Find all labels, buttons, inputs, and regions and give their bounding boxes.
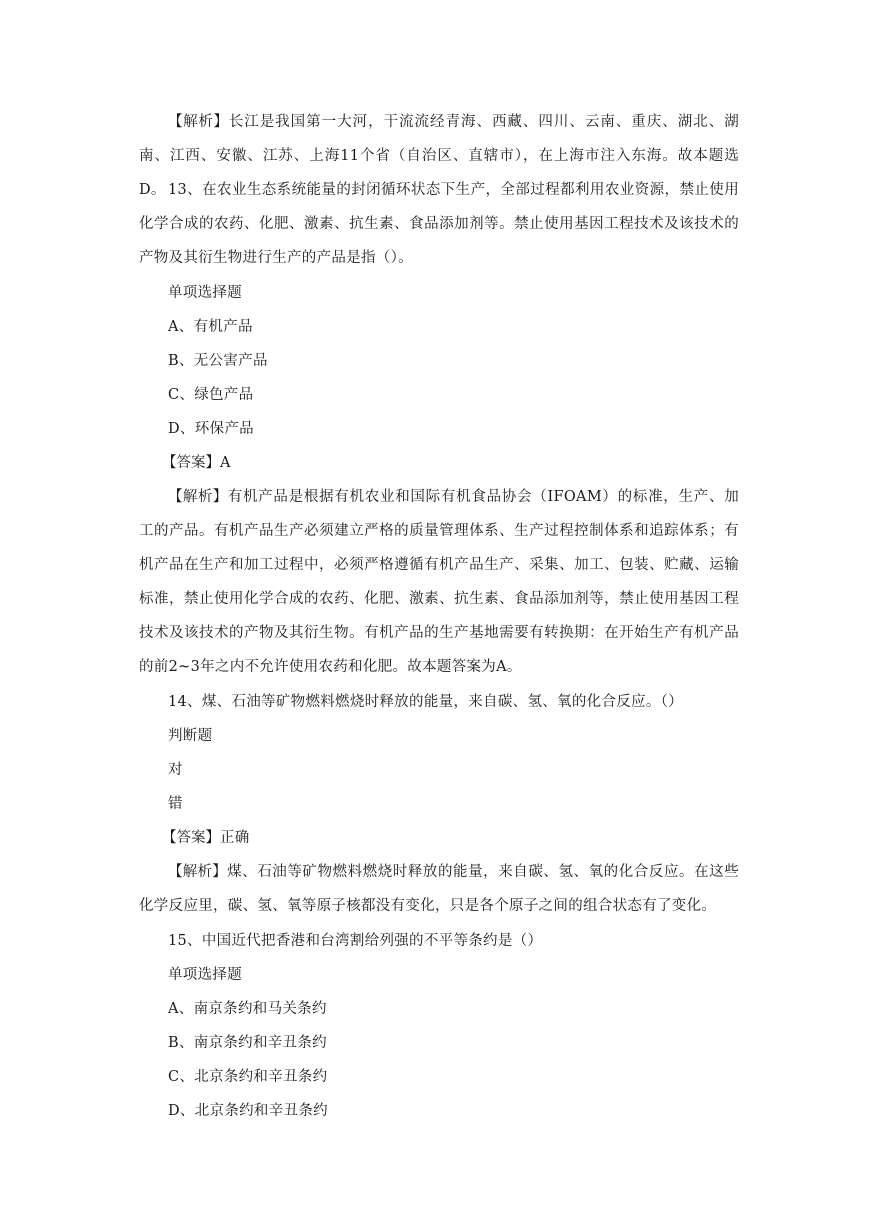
analysis-label: 【解析】 <box>168 114 229 130</box>
analysis-text: 有机产品是根据有机农业和国际有机食品协会（IFOAM）的标准，生产、加工的产品。有机产品生产必须建立严格的质量管理体系、生产过程控制体系和追踪体系；有机产品在生产和加工过程中，必须严格遵循有机产品生产、采集、加工、包装、贮藏、运输标准，禁止使用化学合成的农药、化肥、激素、抗生素、食品添加剂等，禁止使用基因工程技术及该技术的产物及其衍生物。有机产品的生产基地需要有转换期：在开始生产有机产品的前2~3年之内不允许使用农药和化肥。故本题答案为A。 <box>139 489 740 675</box>
q14-type: 判断题 <box>168 728 213 744</box>
answer-value: 正确 <box>220 830 250 846</box>
q13-option-d: D、环保产品 <box>168 421 254 437</box>
q15-option-b: B、南京条约和辛丑条约 <box>168 1035 327 1051</box>
q13-option-c: C、绿色产品 <box>168 387 254 403</box>
q13-answer <box>162 446 231 480</box>
q14-analysis <box>139 855 739 923</box>
q13-type: 单项选择题 <box>168 285 242 301</box>
analysis-text: 长江是我国第一大河，干流流经青海、西藏、四川、云南、重庆、湖北、湖南、江西、安徽、江苏、上海11个省（自治区、直辖市），在上海市注入东海。故本题选D。 <box>139 114 739 198</box>
q14-answer <box>162 821 250 855</box>
answer-value: A <box>220 455 231 471</box>
q15-option-c: C、北京条约和辛丑条约 <box>168 1069 328 1085</box>
q15-option-a: A、南京条约和马关条约 <box>168 1001 327 1017</box>
q14-question: 14、煤、石油等矿物燃料燃烧时释放的能量，来自碳、氢、氧的化合反应。（） <box>168 694 683 710</box>
q13-option-b: B、无公害产品 <box>168 353 268 369</box>
q15-option-d: D、北京条约和辛丑条约 <box>168 1103 328 1119</box>
answer-label: 【答案】 <box>162 455 220 471</box>
q15-question: 15、中国近代把香港和台湾割给列强的不平等条约是（） <box>168 933 543 949</box>
q14-option-false: 错 <box>168 796 183 812</box>
q15-type: 单项选择题 <box>168 967 242 983</box>
analysis-label: 【解析】 <box>168 864 228 880</box>
answer-label: 【答案】 <box>162 830 220 846</box>
q13-option-a: A、有机产品 <box>168 319 253 335</box>
analysis-label: 【解析】 <box>168 489 228 505</box>
q13-analysis <box>139 480 739 684</box>
analysis-text: 煤、石油等矿物燃料燃烧时释放的能量，来自碳、氢、氧的化合反应。在这些化学反应里，碳、氢、氧等原子核都没有变化，只是各个原子之间的组合状态有了变化。 <box>139 864 739 914</box>
q13-question: 13、在农业生态系统能量的封闭循环状态下生产，全部过程都利用农业资源，禁止使用化学合成的农药、化肥、激素、抗生素、食品添加剂等。禁止使用基因工程技术及该技术的产物及其衍生物进行生产的产品是指（）。 <box>139 182 739 266</box>
q14-option-true: 对 <box>168 762 183 778</box>
